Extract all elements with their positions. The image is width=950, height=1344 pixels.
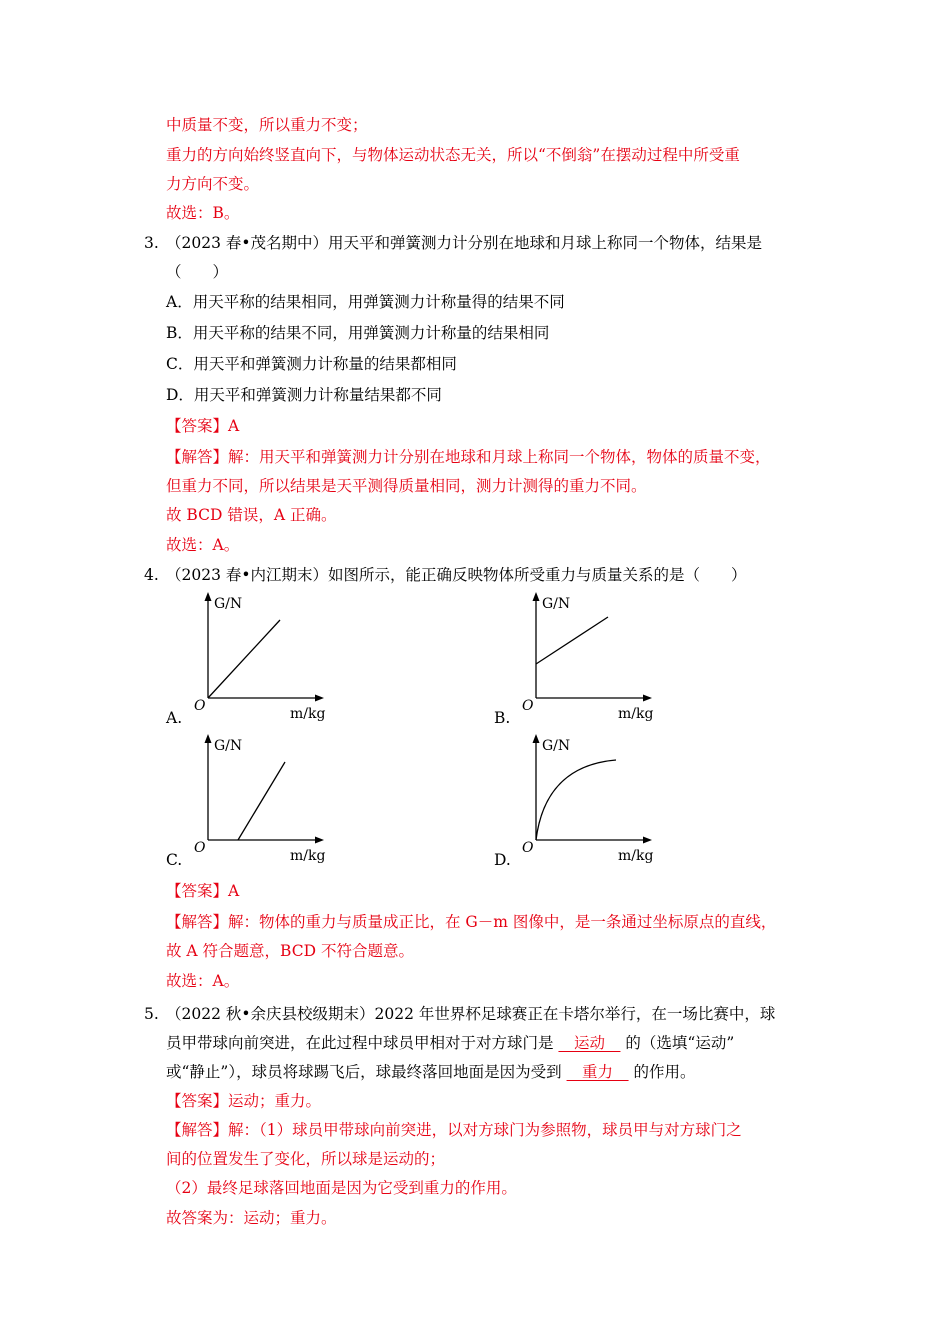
x-axis-label: m/kg (290, 706, 326, 722)
q4-analysis-line1: 【解答】解：物体的重力与质量成正比，在 G－m 图像中，是一条通过坐标原点的直线， (166, 913, 777, 931)
q5-blank-1[interactable]: 运动 (558, 1034, 621, 1052)
q4-analysis-line2: 故 A 符合题意，BCD 不符合题意。 (166, 942, 414, 960)
q5-analysis-line3: （2）最终足球落回地面是因为它受到重力的作用。 (166, 1179, 517, 1197)
q5-number: 5. (144, 1005, 159, 1023)
q5-analysis-line2: 间的位置发生了变化，所以球是运动的； (166, 1150, 446, 1168)
q3-analysis-line1: 【解答】解：用天平和弹簧测力计分别在地球和月球上称同一个物体，物体的质量不变， (166, 448, 771, 466)
q5-stem-line2-text-a: 员甲带球向前突进，在此过程中球员甲相对于对方球门是 (166, 1034, 554, 1052)
graph-a-label[interactable]: A. (166, 709, 183, 727)
q3-analysis-line2: 但重力不同，所以结果是天平测得质量相同，测力计测得的重力不同。 (166, 477, 647, 495)
x-axis-label: m/kg (290, 848, 326, 864)
graph-b[interactable] (520, 590, 670, 725)
q3-option-d[interactable]: D．用天平和弹簧测力计称量结果都不同 (166, 386, 442, 404)
q3-choose: 故选：A。 (166, 536, 240, 554)
graph-c-label[interactable]: C. (166, 851, 183, 869)
q4-stem: （2023 春•内江期末）如图所示，能正确反映物体所受重力与质量关系的是（ ） (166, 566, 747, 584)
g-m-curve (536, 760, 616, 840)
q5-stem-line3-text-a: 或“静止”），球员将球踢飞后，球最终落回地面是因为受到 (166, 1063, 562, 1081)
q3-option-c[interactable]: C．用天平和弹簧测力计称量的结果都相同 (166, 355, 457, 373)
q5-analysis-line1: 【解答】解：（1）球员甲带球向前突进，以对方球门为参照物，球员甲与对方球门之 (166, 1121, 742, 1139)
q4-choose: 故选：A。 (166, 972, 240, 990)
q3-stem-line1: （2023 春•茂名期中）用天平和弹簧测力计分别在地球和月球上称同一个物体，结果是 (166, 234, 763, 252)
y-axis-arrow (533, 734, 540, 743)
g-m-line (238, 762, 285, 840)
x-axis-label: m/kg (618, 706, 654, 722)
origin-label: O (522, 840, 534, 856)
q5-stem-line3 (166, 1062, 696, 1082)
q5-stem-line2 (166, 1033, 734, 1053)
q5-stem-line1: （2022 秋•余庆县校级期末）2022 年世界杯足球赛正在卡塔尔举行，在一场比赛中，球 (166, 1005, 776, 1023)
q5-stem-line2-text-b: 的（选填“运动” (625, 1034, 735, 1052)
x-axis-arrow (315, 695, 324, 702)
prev-analysis-line1: 中质量不变，所以重力不变； (166, 116, 368, 134)
y-axis-label: G/N (542, 596, 571, 612)
x-axis-arrow (643, 695, 652, 702)
x-axis-arrow (315, 837, 324, 844)
y-axis-arrow (205, 734, 212, 743)
prev-choose: 故选：B。 (166, 204, 240, 222)
y-axis-label: G/N (214, 738, 243, 754)
q4-number: 4. (144, 566, 159, 584)
y-axis-arrow (533, 592, 540, 601)
prev-analysis-line2: 重力的方向始终竖直向下，与物体运动状态无关，所以“不倒翁”在摆动过程中所受重 (166, 146, 740, 164)
q3-answer: 【答案】A (166, 417, 240, 435)
y-axis-arrow (205, 592, 212, 601)
q3-analysis-line3: 故 BCD 错误，A 正确。 (166, 506, 337, 524)
graph-c[interactable] (192, 732, 342, 867)
graph-b-label[interactable]: B. (494, 709, 511, 727)
q5-blank-2[interactable]: 重力 (566, 1063, 629, 1081)
y-axis-label: G/N (542, 738, 571, 754)
x-axis-arrow (643, 837, 652, 844)
origin-label: O (522, 698, 534, 714)
q3-stem-line2: （ ） (166, 263, 229, 281)
origin-label: O (194, 698, 206, 714)
graph-d[interactable] (520, 732, 670, 867)
origin-label: O (194, 840, 206, 856)
q5-stem-line3-text-b: 的作用。 (633, 1063, 696, 1081)
g-m-line (536, 617, 608, 664)
graph-a[interactable] (192, 590, 342, 725)
q5-answer: 【答案】运动；重力。 (166, 1092, 322, 1110)
q3-number: 3. (144, 234, 159, 252)
g-m-line (208, 620, 280, 698)
graph-d-label[interactable]: D. (494, 851, 511, 869)
y-axis-label: G/N (214, 596, 243, 612)
q4-answer: 【答案】A (166, 882, 240, 900)
q5-final-answer: 故答案为：运动；重力。 (166, 1209, 337, 1227)
q3-option-a[interactable]: A．用天平称的结果相同，用弹簧测力计称量得的结果不同 (166, 293, 565, 311)
x-axis-label: m/kg (618, 848, 654, 864)
q3-option-b[interactable]: B．用天平称的结果不同，用弹簧测力计称量的结果相同 (166, 324, 550, 342)
prev-analysis-line3: 力方向不变。 (166, 175, 260, 193)
